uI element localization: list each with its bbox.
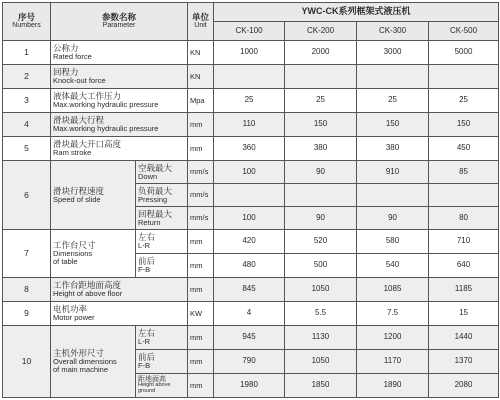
model-header: CK-300 (357, 22, 429, 41)
sub-param-en: F-B (138, 361, 151, 371)
spec-table (2, 2, 499, 398)
table-row (3, 137, 499, 161)
header-numbers-zh: 序号 (17, 12, 35, 23)
row-unit: KN (188, 65, 214, 89)
value-cell: 1890 (357, 374, 429, 398)
value-cell: 480 (214, 254, 285, 278)
model-header: CK-500 (429, 22, 499, 41)
sub-param-en: Down (138, 171, 158, 181)
value-cell (357, 65, 429, 89)
row-unit: mm/s (188, 161, 214, 184)
header-unit-en: Unit (194, 22, 207, 30)
value-cell: 2000 (285, 41, 357, 65)
param-en: Dimensions (53, 249, 93, 259)
value-cell: 1980 (214, 374, 285, 398)
row-unit: mm (188, 374, 214, 398)
value-cell: 150 (285, 113, 357, 137)
param-en: Overall dimensions (53, 357, 117, 367)
value-cell (357, 184, 429, 207)
sub-param-zh: 负荷最大 (138, 185, 173, 196)
header-parameter (51, 3, 188, 41)
value-cell: 1170 (357, 350, 429, 374)
param-en: Max.working hydraulic pressure (53, 124, 159, 134)
row-parameter (51, 230, 136, 278)
value-cell: 1185 (429, 278, 499, 302)
param-zh: 滑块行程速度 (53, 185, 105, 196)
value-cell: 100 (214, 161, 285, 184)
value-cell: 1130 (285, 326, 357, 350)
value-cell: 3000 (357, 41, 429, 65)
sub-parameter (136, 374, 188, 398)
row-unit: KN (188, 41, 214, 65)
value-cell: 845 (214, 278, 285, 302)
sub-parameter (136, 161, 188, 184)
sub-param-zh: 前后 (138, 256, 156, 267)
value-cell (214, 184, 285, 207)
header-parameter-en: Parameter (102, 22, 136, 30)
sub-parameter (136, 230, 188, 254)
param-zh: 电机功率 (53, 304, 88, 315)
row-unit: mm (188, 137, 214, 161)
param-zh: 滑块最大行程 (53, 115, 105, 126)
row-parameter (51, 41, 188, 65)
sub-param-zh: 左右 (138, 232, 156, 243)
row-unit: mm (188, 113, 214, 137)
param-zh: 液体最大工作压力 (53, 91, 122, 102)
sub-param-zh: 前后 (138, 352, 156, 363)
row-number: 9 (3, 302, 51, 326)
value-cell: 1370 (429, 350, 499, 374)
value-cell: 360 (214, 137, 285, 161)
value-cell: 450 (429, 137, 499, 161)
header-unit (188, 3, 214, 41)
param-en: Height of above floor (53, 289, 123, 299)
header-numbers (3, 3, 51, 41)
value-cell: 90 (285, 161, 357, 184)
row-parameter (51, 113, 188, 137)
row-unit: mm (188, 230, 214, 254)
table-row (3, 65, 499, 89)
value-cell: 15 (429, 302, 499, 326)
sub-parameter (136, 326, 188, 350)
row-parameter (51, 89, 188, 113)
header-parameter-zh: 参数名称 (102, 12, 137, 23)
row-unit: mm (188, 254, 214, 278)
table-row (3, 161, 499, 184)
table-row (3, 278, 499, 302)
row-number: 3 (3, 89, 51, 113)
model-header: CK-200 (285, 22, 357, 41)
sub-parameter (136, 254, 188, 278)
row-unit: mm (188, 278, 214, 302)
param-en: Knock-out force (53, 76, 106, 86)
value-cell: 790 (214, 350, 285, 374)
param-zh: 回程力 (53, 67, 79, 78)
row-number: 5 (3, 137, 51, 161)
table-row (3, 89, 499, 113)
spec-sheet (2, 2, 498, 398)
row-parameter (51, 161, 136, 230)
sub-param-en: L-R (138, 337, 151, 347)
row-unit: mm (188, 350, 214, 374)
sub-parameter (136, 184, 188, 207)
value-cell: 540 (357, 254, 429, 278)
row-unit: mm (188, 326, 214, 350)
value-cell: 1200 (357, 326, 429, 350)
value-cell: 25 (429, 89, 499, 113)
value-cell: 150 (429, 113, 499, 137)
param-zh: 公称力 (53, 43, 79, 54)
param-zh: 主机外形尺寸 (53, 348, 105, 359)
value-cell: 80 (429, 207, 499, 230)
row-unit: mm/s (188, 207, 214, 230)
sub-param-zh: 空载最大 (138, 162, 173, 173)
value-cell: 25 (214, 89, 285, 113)
value-cell: 640 (429, 254, 499, 278)
row-number: 10 (3, 326, 51, 398)
sub-parameter (136, 207, 188, 230)
row-number: 4 (3, 113, 51, 137)
value-cell: 5000 (429, 41, 499, 65)
value-cell: 90 (357, 207, 429, 230)
value-cell (429, 65, 499, 89)
value-cell: 910 (357, 161, 429, 184)
row-number: 6 (3, 161, 51, 230)
value-cell: 25 (357, 89, 429, 113)
param-en: Max.working hydraulic pressure (53, 100, 159, 110)
value-cell: 2080 (429, 374, 499, 398)
param-en: Motor power (53, 313, 95, 323)
value-cell: 1050 (285, 350, 357, 374)
model-header: CK-100 (214, 22, 285, 41)
value-cell (214, 65, 285, 89)
value-cell: 380 (357, 137, 429, 161)
row-unit: Mpa (188, 89, 214, 113)
value-cell: 420 (214, 230, 285, 254)
value-cell: 90 (285, 207, 357, 230)
param-en: Ram stroke (53, 148, 92, 158)
table-row (3, 326, 499, 350)
sub-parameter (136, 350, 188, 374)
value-cell: 710 (429, 230, 499, 254)
param-en: of table (53, 256, 78, 266)
value-cell: 110 (214, 113, 285, 137)
value-cell: 85 (429, 161, 499, 184)
value-cell (285, 184, 357, 207)
value-cell: 1440 (429, 326, 499, 350)
row-parameter (51, 326, 136, 398)
sub-param-en: F-B (138, 265, 151, 275)
param-en: Speed of slide (53, 194, 101, 204)
value-cell: 945 (214, 326, 285, 350)
value-cell: 1050 (285, 278, 357, 302)
value-cell: 1085 (357, 278, 429, 302)
sub-param-zh: 左右 (138, 328, 156, 339)
row-parameter (51, 302, 188, 326)
sub-param-zh: 回程最大 (138, 208, 173, 219)
param-en: Rated force (53, 52, 92, 62)
row-unit: mm/s (188, 184, 214, 207)
value-cell: 5.5 (285, 302, 357, 326)
row-number: 7 (3, 230, 51, 278)
value-cell (285, 65, 357, 89)
header-numbers-en: Numbers (12, 22, 41, 30)
row-unit: KW (188, 302, 214, 326)
sub-param-en: L-R (138, 241, 151, 251)
table-row (3, 41, 499, 65)
param-zh: 工作台距地面高度 (53, 280, 122, 291)
value-cell: 380 (285, 137, 357, 161)
param-zh: 工作台尺寸 (53, 240, 96, 251)
row-number: 8 (3, 278, 51, 302)
header-unit-zh: 单位 (192, 12, 210, 23)
param-zh: 滑块最大开口高度 (53, 139, 122, 150)
value-cell: 4 (214, 302, 285, 326)
sub-param-en: Return (138, 217, 161, 227)
table-row (3, 113, 499, 137)
value-cell (429, 184, 499, 207)
sub-param-en: Height above ground (138, 382, 171, 395)
sub-param-zh: 距地面高 (138, 376, 166, 384)
value-cell: 1000 (214, 41, 285, 65)
row-parameter (51, 65, 188, 89)
param-en: of main machine (53, 364, 109, 374)
row-number: 1 (3, 41, 51, 65)
value-cell: 150 (357, 113, 429, 137)
table-row (3, 302, 499, 326)
sub-param-en: Pressing (138, 194, 168, 204)
value-cell: 500 (285, 254, 357, 278)
value-cell: 1850 (285, 374, 357, 398)
row-parameter (51, 137, 188, 161)
row-number: 2 (3, 65, 51, 89)
table-row (3, 230, 499, 254)
value-cell: 580 (357, 230, 429, 254)
value-cell: 100 (214, 207, 285, 230)
value-cell: 25 (285, 89, 357, 113)
series-title: YWC-CK系列框架式液压机 (214, 3, 499, 22)
row-parameter (51, 278, 188, 302)
value-cell: 520 (285, 230, 357, 254)
value-cell: 7.5 (357, 302, 429, 326)
